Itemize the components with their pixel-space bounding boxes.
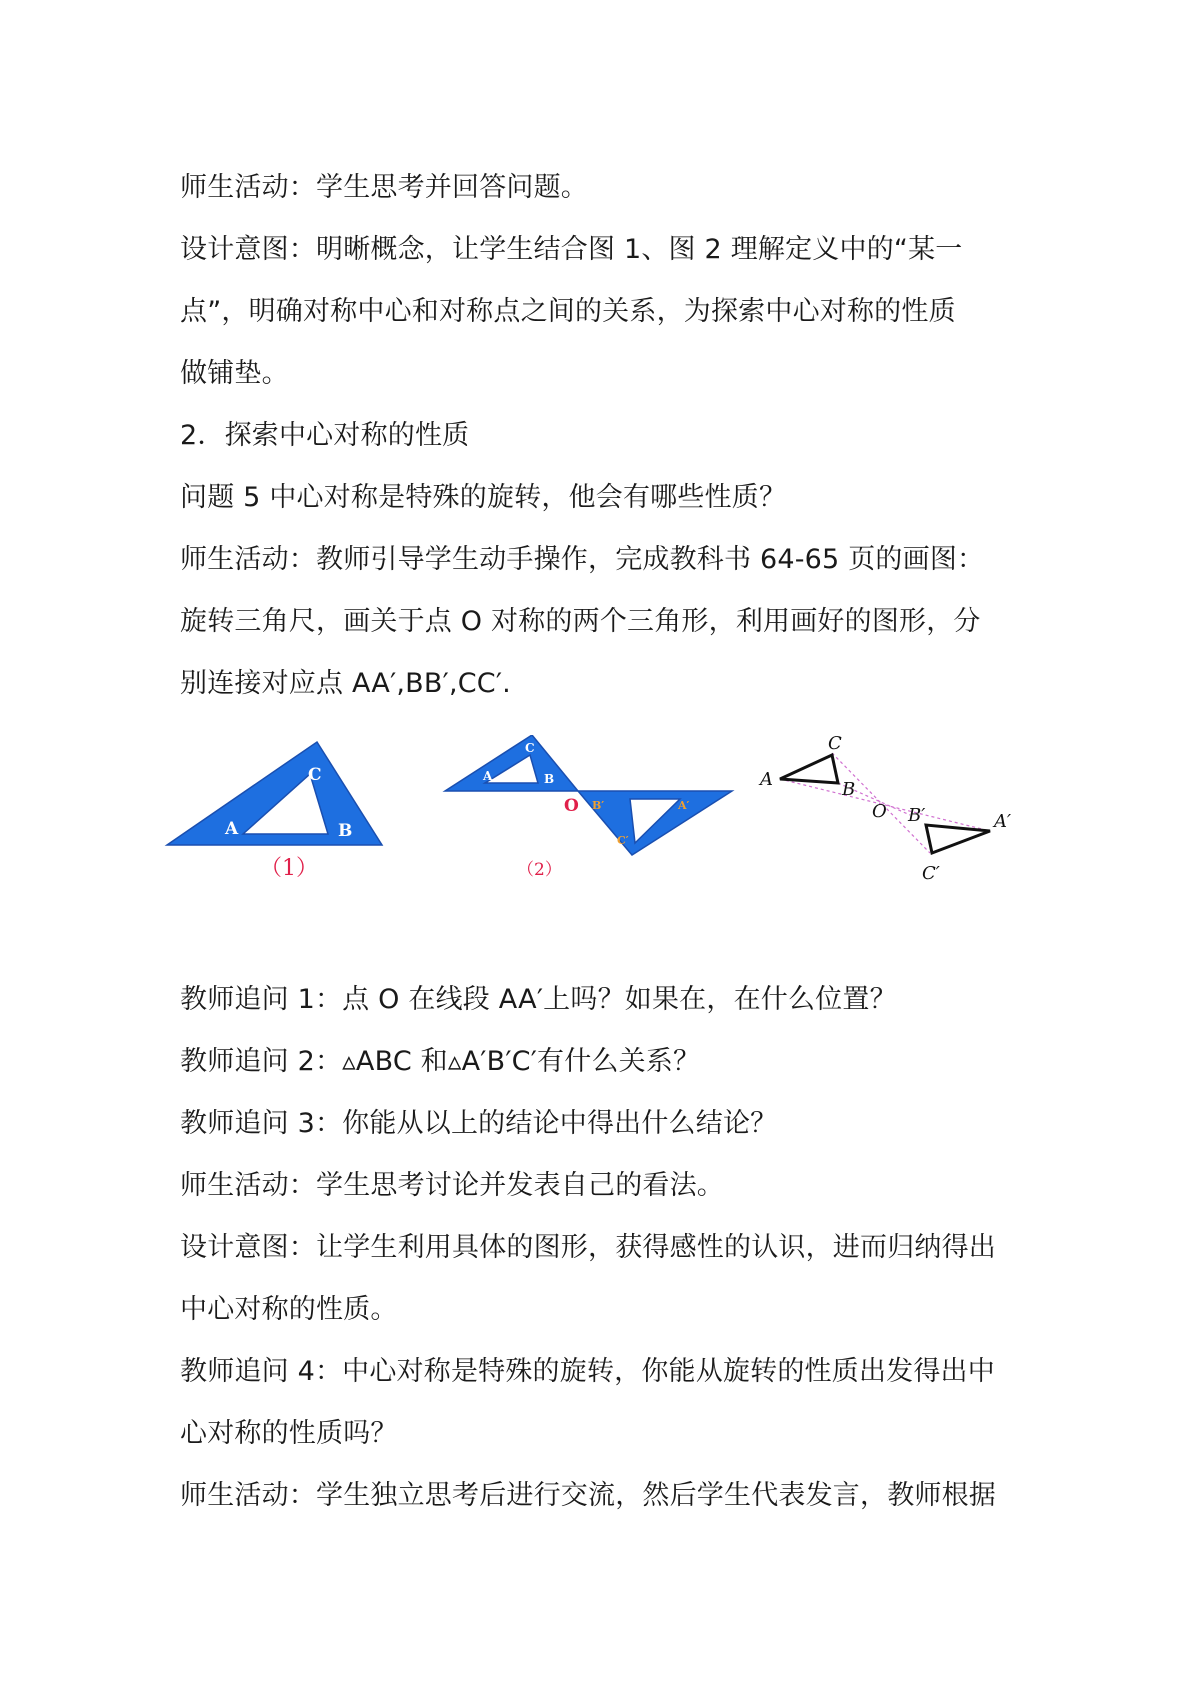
text-line: 点”，明确对称中心和对称点之间的关系，为探索中心对称的性质: [180, 296, 956, 327]
text-line: 师生活动：教师引导学生动手操作，完成教科书 64-65 页的画图：: [180, 544, 985, 575]
label-a: A: [760, 769, 773, 790]
label-c: C: [828, 735, 842, 754]
section-heading: 2．探索中心对称的性质: [180, 420, 470, 451]
label-b: B: [544, 772, 555, 786]
text-line: 教师追问 2：▵ABC 和▵A′B′C′有什么关系？: [180, 1046, 701, 1077]
figure-3: [758, 735, 1011, 884]
text-line: 旋转三角尺，画关于点 O 对称的两个三角形，利用画好的图形，分: [180, 606, 981, 637]
figures-svg: [160, 735, 1100, 910]
label-b-prime: B′: [908, 805, 926, 826]
question-line: 问题 5 中心对称是特殊的旋转，他会有哪些性质？: [180, 482, 787, 513]
triangle-ruler-upper: [445, 735, 578, 791]
label-c-prime: C′: [617, 834, 629, 847]
figure-row: [160, 735, 1100, 910]
text-line: 做铺垫。: [180, 358, 289, 389]
label-a: A: [225, 819, 239, 839]
text-line: 教师追问 3：你能从以上的结论中得出什么结论？: [180, 1108, 778, 1139]
label-o: O: [564, 796, 579, 816]
text-line: 教师追问 4：中心对称是特殊的旋转，你能从旋转的性质出发得出中: [180, 1356, 995, 1387]
figure-2: [445, 735, 732, 880]
text-line: 师生活动：学生独立思考后进行交流，然后学生代表发言，教师根据: [180, 1480, 996, 1511]
text-line: 心对称的性质吗？: [180, 1418, 398, 1449]
triangle-a-prime-b-prime-c-prime: [926, 825, 990, 853]
text-line: 师生活动：学生思考讨论并发表自己的看法。: [180, 1170, 724, 1201]
label-o: O: [872, 801, 887, 822]
text-line: 设计意图：让学生利用具体的图形，获得感性的认识，进而归纳得出: [180, 1232, 996, 1263]
text-line: 中心对称的性质。: [180, 1294, 398, 1325]
figure-2-caption: （2）: [517, 860, 562, 880]
label-a-prime: A′: [994, 811, 1012, 832]
triangle-abc: [780, 755, 838, 783]
text-line: 别连接对应点 AA′,BB′,CC′.: [180, 668, 511, 699]
label-a-prime: A′: [678, 799, 690, 812]
label-a: A: [483, 769, 493, 783]
text-line: 教师追问 1：点 O 在线段 AA′上吗？如果在，在什么位置？: [180, 984, 897, 1015]
text-line: 设计意图：明晰概念，让学生结合图 1、图 2 理解定义中的“某一: [180, 234, 963, 265]
label-c-prime: C′: [922, 863, 940, 884]
label-b: B: [338, 821, 353, 841]
text-line: 师生活动：学生思考并回答问题。: [180, 172, 588, 203]
figure-1: [167, 742, 382, 881]
figure-1-caption: （1）: [260, 856, 318, 881]
label-b: B: [842, 779, 856, 800]
label-c: C: [308, 765, 322, 785]
label-c: C: [525, 741, 535, 755]
label-b-prime: B′: [592, 799, 605, 812]
